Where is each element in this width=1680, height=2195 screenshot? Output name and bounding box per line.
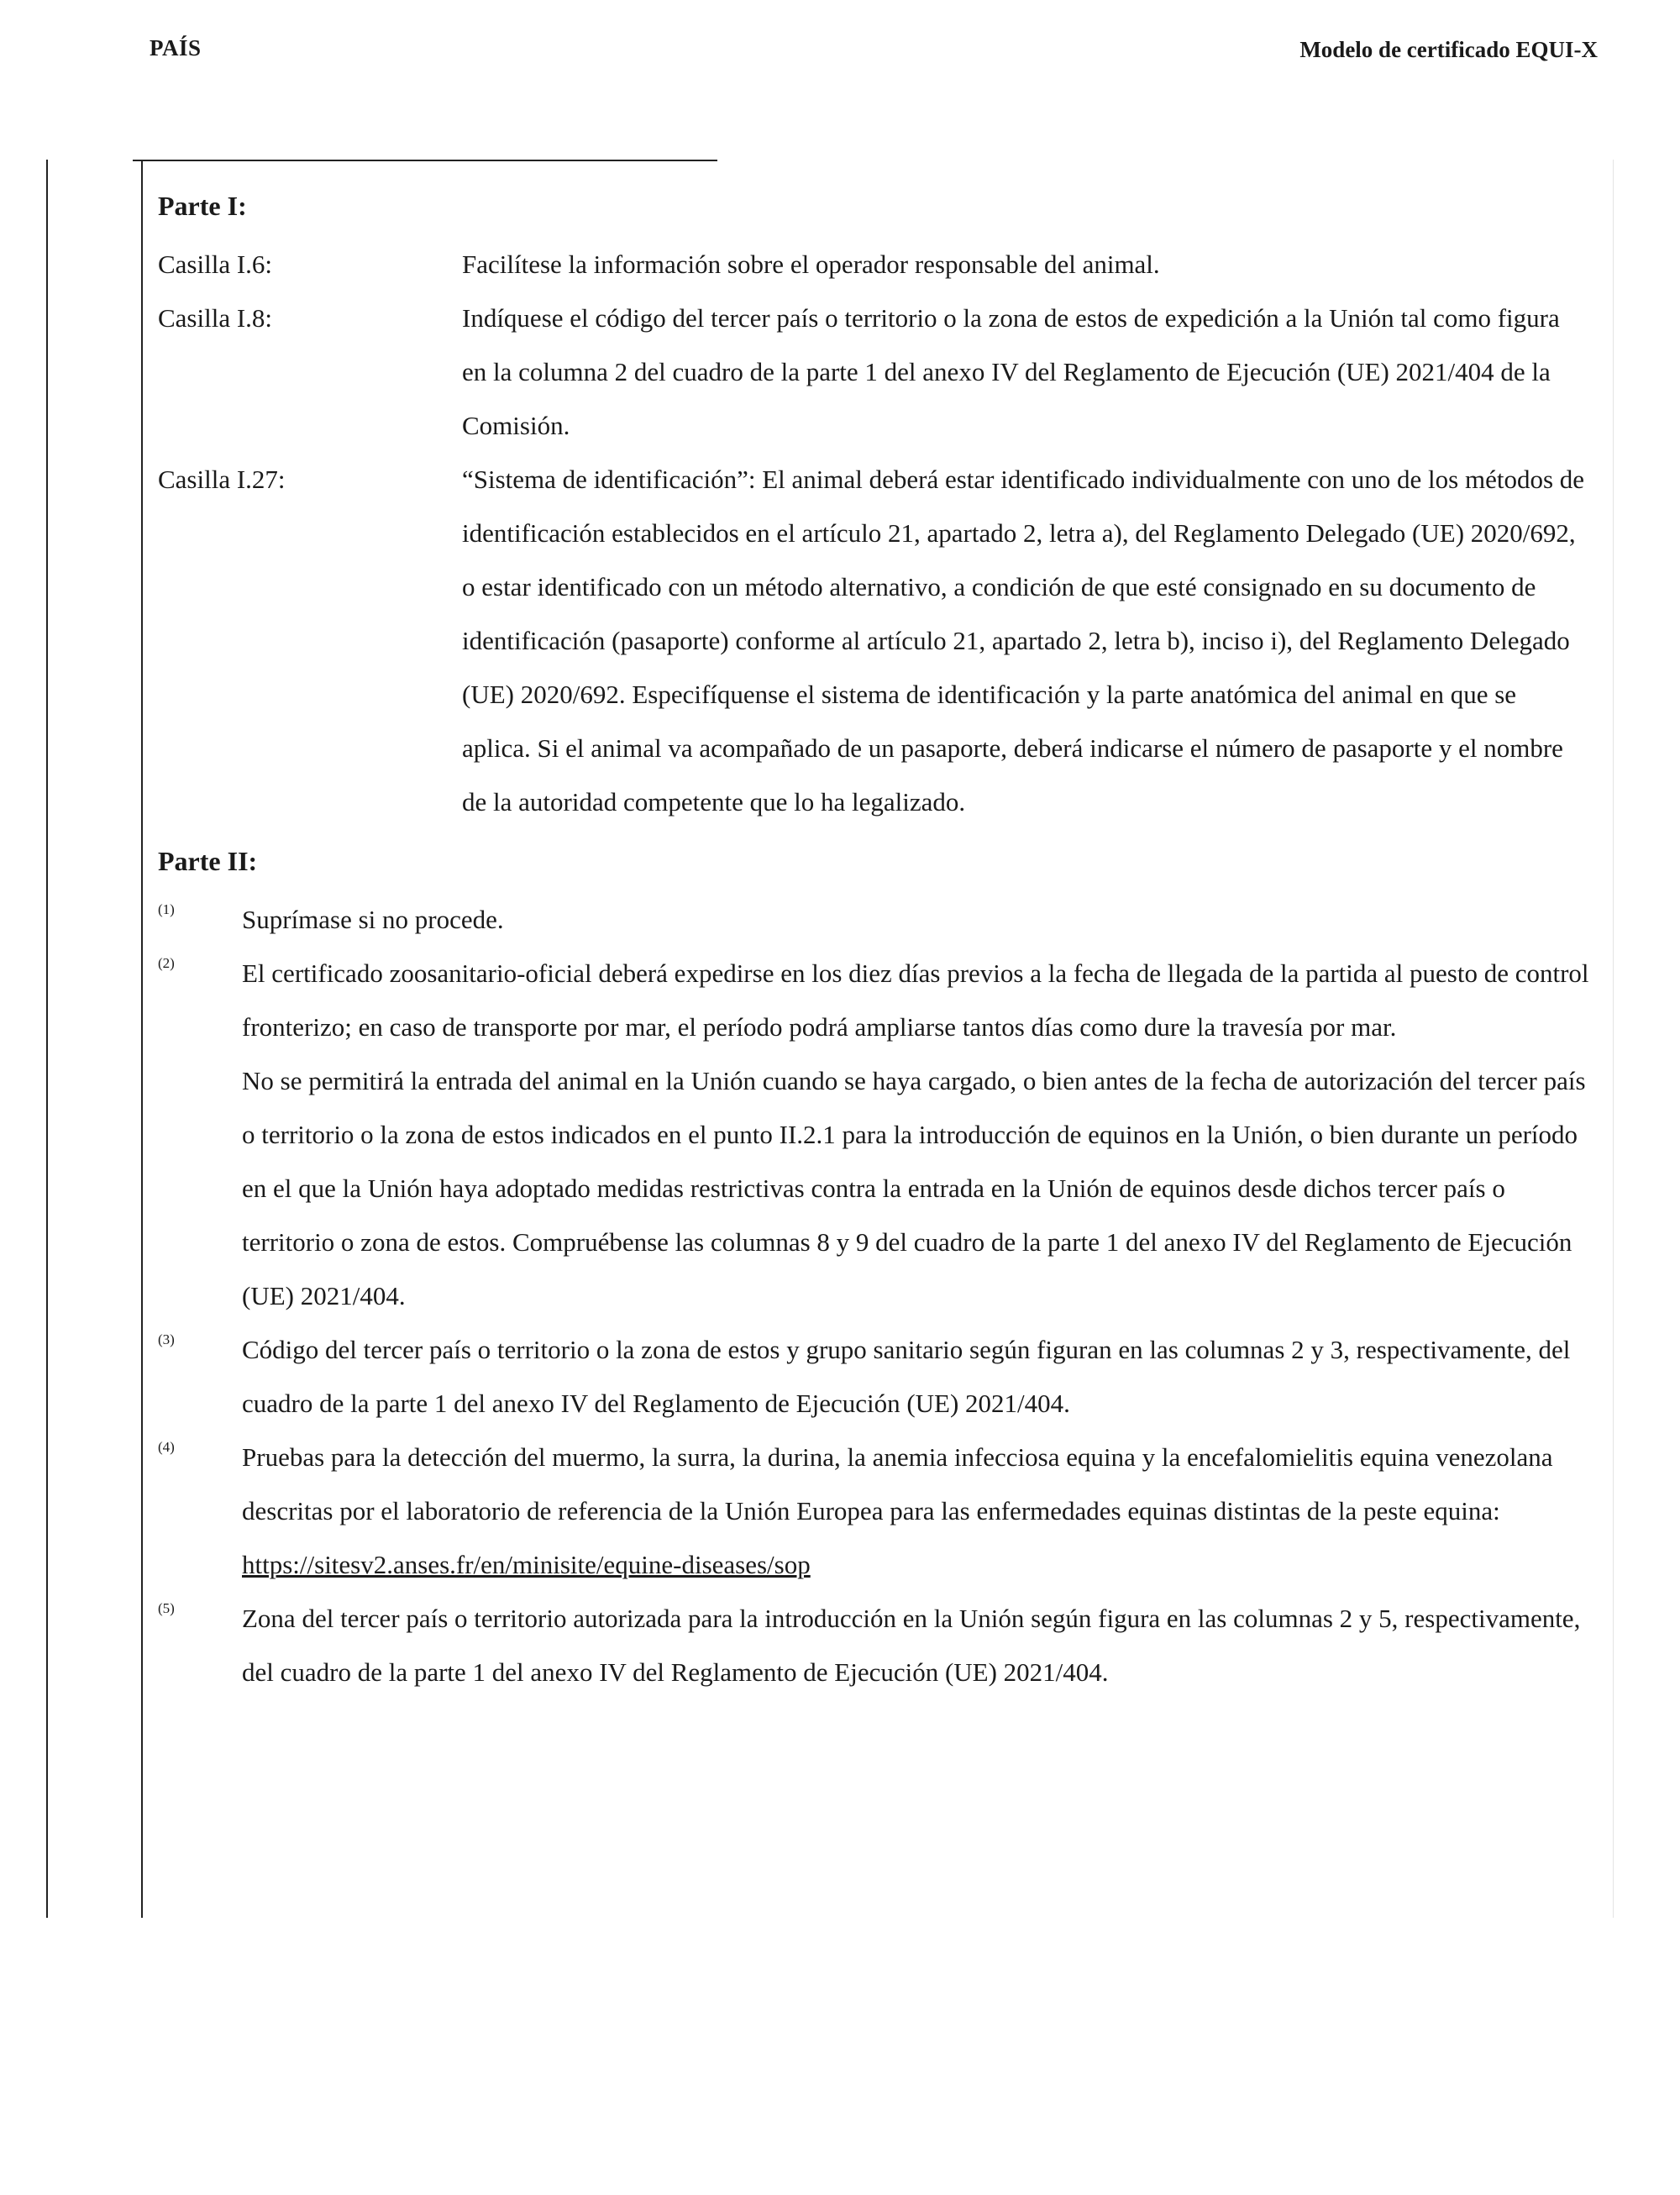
- footnote-paragraph: Código del tercer país o territorio o la zona de estos y grupo sanitario según figuran en las columnas 2 y 3, respectivamente, del cuadro de la parte 1 del anexo IV del Reglamento de Ejecución (UE) 2021/404.: [242, 1335, 1571, 1418]
- footnote-paragraph: Suprímase si no procede.: [242, 905, 504, 934]
- footnote-ref: (4): [158, 1439, 175, 1455]
- box-text: [462, 238, 1589, 291]
- footnote-body: [242, 1431, 1596, 1592]
- footnote-4: [158, 1431, 1603, 1592]
- header-country: PAÍS: [150, 35, 202, 60]
- part1-title: Parte I:: [158, 191, 247, 221]
- box-text: [462, 291, 1589, 453]
- frame-left-border: [141, 160, 143, 1918]
- footnote-body: [242, 893, 1596, 947]
- footnote-paragraph: [242, 1431, 1596, 1592]
- box-paragraph: Indíquese el código del tercer país o territorio o la zona de estos de expedición a la Unión tal como figura en la columna 2 del cuadro de la parte 1 del anexo IV del Reglamento de Ejecución (UE) 2021/404 de la Comisión.: [462, 303, 1560, 440]
- footnote-1: [158, 893, 1603, 947]
- notes-content: [158, 172, 1603, 1699]
- footnote-text: Pruebas para la detección del muermo, la surra, la durina, la anemia infecciosa equina y la encefalomielitis equina venezolana descritas por el laboratorio de referencia de la Unión Europea para las enfermedades equinas distintas de la peste equina:: [242, 1442, 1553, 1525]
- box-paragraph: “Sistema de identificación”: El animal deberá estar identificado individualmente con uno de los métodos de identificación establecidos en el artículo 21, apartado 2, letra a), del Reglamento Delegado (UE) 2020/692, o estar identificado con un método alternativo, a condición de que esté consignado en su documento de identificación (pasaporte) conforme al artículo 21, apartado 2, letra b), inciso i), del Reglamento Delegado (UE) 2020/692. Especifíquense el sistema de identificación y la parte anatómica del animal en que se aplica. Si el animal va acompañado de un pasaporte, deberá indicarse el número de pasaporte y el nombre de la autoridad competente que lo ha legalizado.: [462, 465, 1585, 817]
- sop-link[interactable]: https://sitesv2.anses.fr/en/minisite/equine-diseases/sop: [242, 1550, 811, 1579]
- header-model-title: Modelo de certificado EQUI-X: [1299, 37, 1598, 62]
- footnote-ref: (5): [158, 1600, 175, 1616]
- footnote-ref: (2): [158, 955, 175, 971]
- footnote-5: [158, 1592, 1603, 1699]
- footnote-paragraph: No se permitirá la entrada del animal en la Unión cuando se haya cargado, o bien antes de la fecha de autorización del tercer país o territorio o la zona de estos indicados en el punto II.2.1 para la introducción de equinos en la Unión, o bien durante un período en el que la Unión haya adoptado medidas restrictivas contra la entrada en la Unión de equinos desde dichos tercer país o territorio o zona de estos. Compruébense las columnas 8 y 9 del cuadro de la parte 1 del anexo IV del Reglamento de Ejecución (UE) 2021/404.: [242, 1066, 1586, 1310]
- footnote-body: [242, 1592, 1596, 1699]
- box-i27: [158, 453, 1603, 829]
- footnote-ref: (3): [158, 1331, 175, 1347]
- footnote-body: [242, 1323, 1596, 1431]
- footnote-paragraph: Zona del tercer país o territorio autorizada para la introducción en la Unión según figura en las columnas 2 y 5, respectivamente, del cuadro de la parte 1 del anexo IV del Reglamento de Ejecución (UE) 2021/404.: [242, 1604, 1581, 1687]
- box-label: Casilla I.8:: [158, 303, 273, 333]
- frame-right-border: [1613, 160, 1614, 1918]
- footnote-body: [242, 947, 1596, 1323]
- box-paragraph: Facilítese la información sobre el operador responsable del animal.: [462, 249, 1160, 279]
- box-text: [462, 453, 1589, 829]
- box-i6: [158, 238, 1603, 291]
- box-i8: [158, 291, 1603, 453]
- footnote-2: [158, 947, 1603, 1323]
- box-label: Casilla I.27:: [158, 465, 286, 494]
- box-label: Casilla I.6:: [158, 249, 273, 279]
- frame-top-border: [133, 160, 717, 161]
- footnote-3: [158, 1323, 1603, 1431]
- footnote-paragraph: El certificado zoosanitario-oficial deberá expedirse en los diez días previos a la fecha de llegada de la partida al puesto de control fronterizo; en caso de transporte por mar, el período podrá ampliarse tantos días como dure la travesía por mar.: [242, 958, 1589, 1042]
- footnote-ref: (1): [158, 901, 175, 917]
- part2-title: Parte II:: [158, 846, 258, 876]
- left-margin-rule: [46, 160, 48, 1918]
